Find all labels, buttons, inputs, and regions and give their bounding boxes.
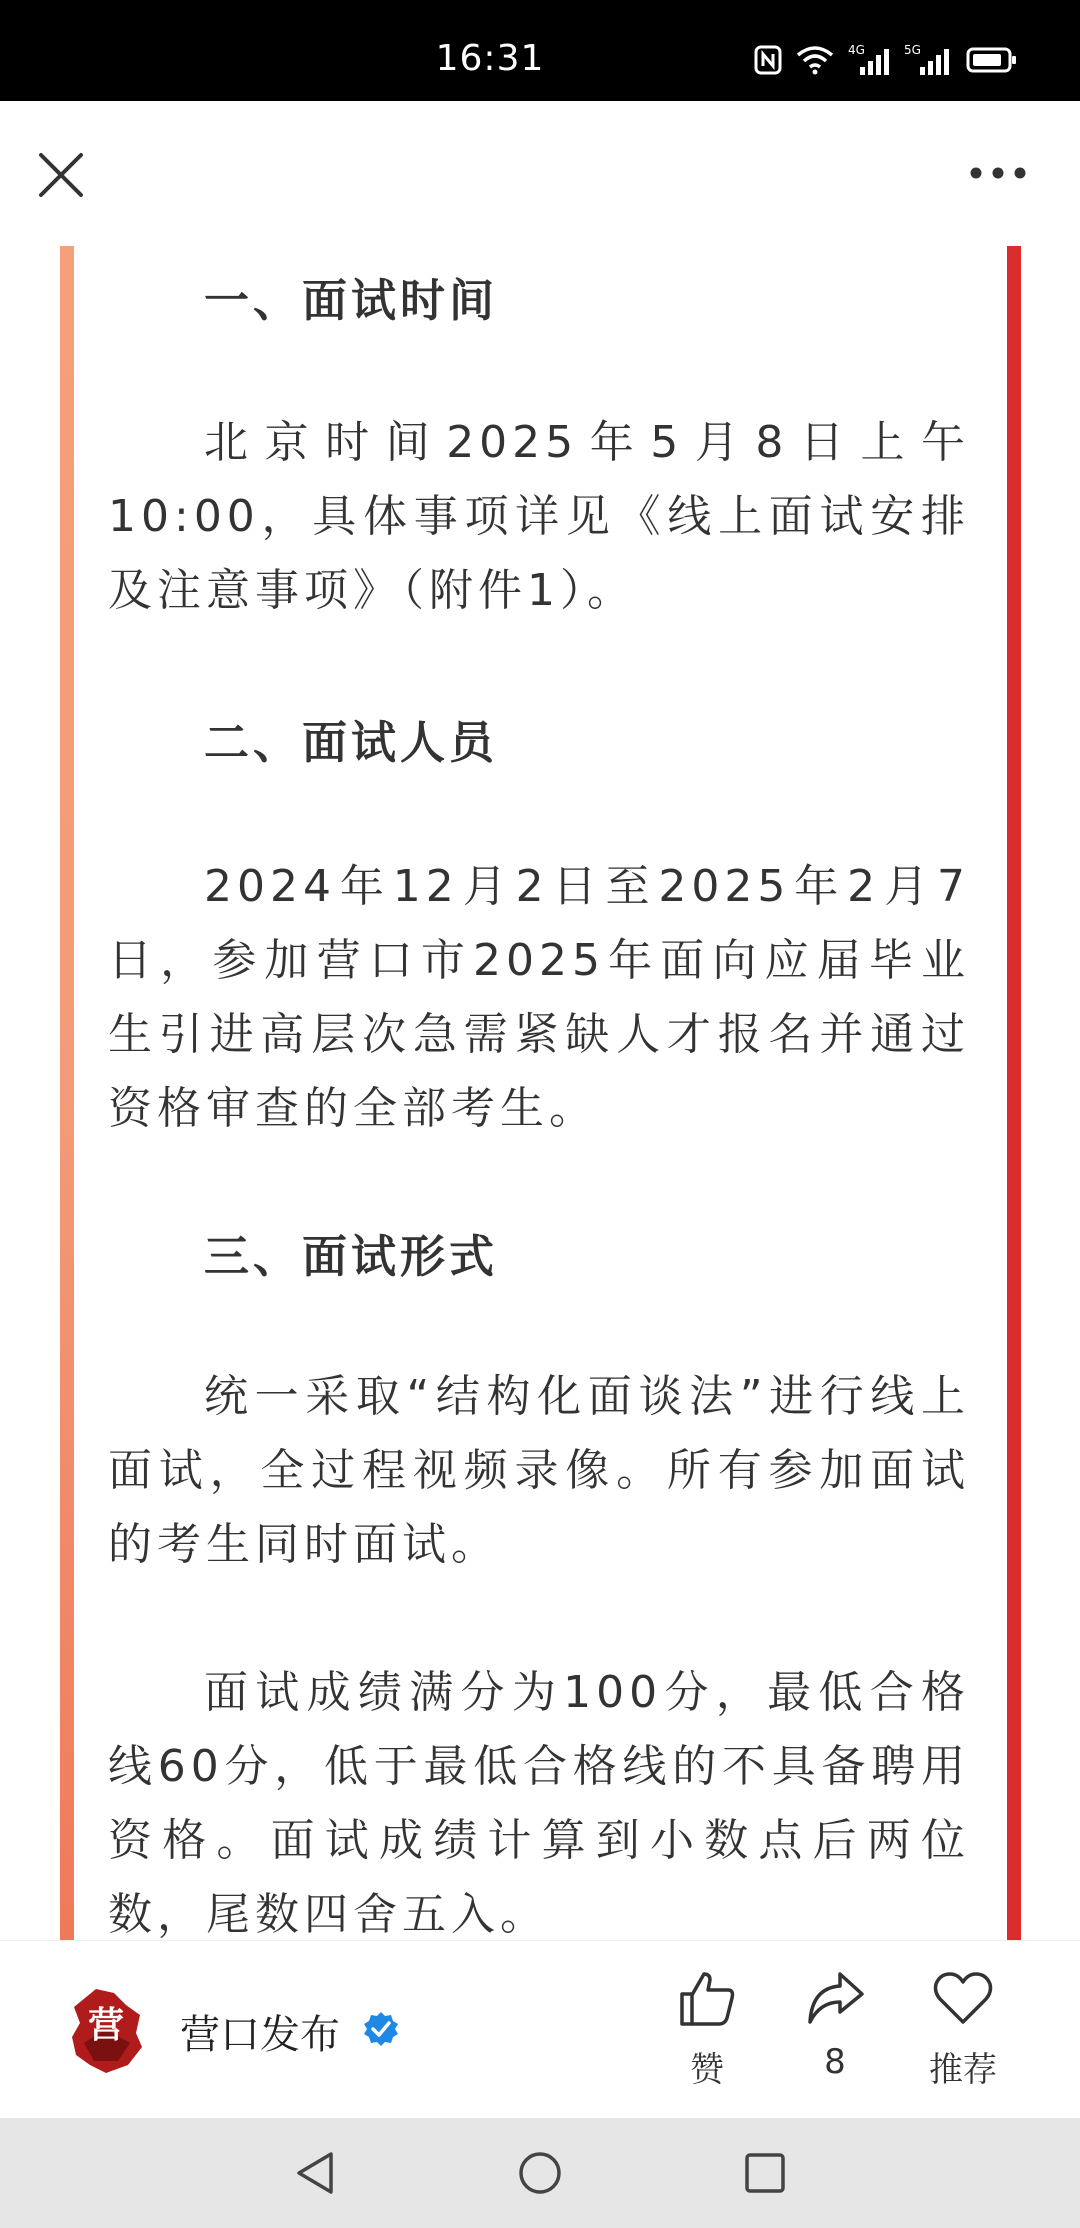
account-name[interactable]: 营口发布 [180,2012,340,2058]
avatar[interactable] [66,1985,146,2077]
home-icon[interactable] [517,2150,563,2196]
heart-icon [932,1968,994,2030]
share-count: 8 [824,2042,846,2082]
more-horizontal-icon[interactable] [968,160,1028,186]
svg-text:5G: 5G [904,43,921,57]
share-arrow-icon [804,1968,866,2030]
paragraph: 2024年12月2日至2025年2月7日，参加营口市2025年面向应届毕业生引进高层次急需紧缺人才报名并通过资格审查的全部考生。 [108,861,970,1134]
recent-apps-icon[interactable] [742,2150,788,2196]
paragraph: 北京时间2025年5月8日上午10:00，具体事项详见《线上面试安排及注意事项》（附件1）。 [108,417,970,616]
status-bar [0,0,1080,101]
recommend-button[interactable] [908,1968,1018,2091]
system-navigation-bar [0,2118,1080,2228]
wifi-icon [796,45,834,75]
status-icons [754,42,1018,78]
close-icon[interactable] [36,150,86,200]
like-label: 赞 [690,2050,724,2090]
paragraph: 统一采取“结构化面谈法”进行线上面试，全过程视频录像。所有参加面试的考生同时面试。 [108,1371,970,1570]
decorative-left-border [60,246,74,1940]
verified-badge-icon [362,2010,400,2048]
top-bar [0,101,1080,247]
back-icon[interactable] [293,2150,339,2196]
section-heading: 二、面试人员 [204,716,499,769]
section-heading: 三、面试形式 [204,1230,499,1283]
article-content[interactable] [0,246,1080,1940]
battery-icon [966,46,1018,74]
status-time: 16:31 [435,38,545,79]
decorative-right-border [1007,246,1021,1940]
svg-text:4G: 4G [848,43,865,57]
thumbs-up-icon [676,1968,738,2030]
svg-text:营: 营 [87,2004,125,2046]
share-button[interactable] [780,1968,890,2082]
nfc-icon [754,45,782,75]
signal-4g-icon [848,43,890,77]
section-heading: 一、面试时间 [204,274,499,327]
signal-5g-icon [904,43,952,77]
paragraph: 面试成绩满分为100分，最低合格线60分，低于最低合格线的不具备聘用资格。面试成绩计算到小数点后两位数，尾数四舍五入。 [108,1667,970,1940]
recommend-label: 推荐 [929,2050,997,2090]
like-button[interactable] [652,1968,762,2091]
